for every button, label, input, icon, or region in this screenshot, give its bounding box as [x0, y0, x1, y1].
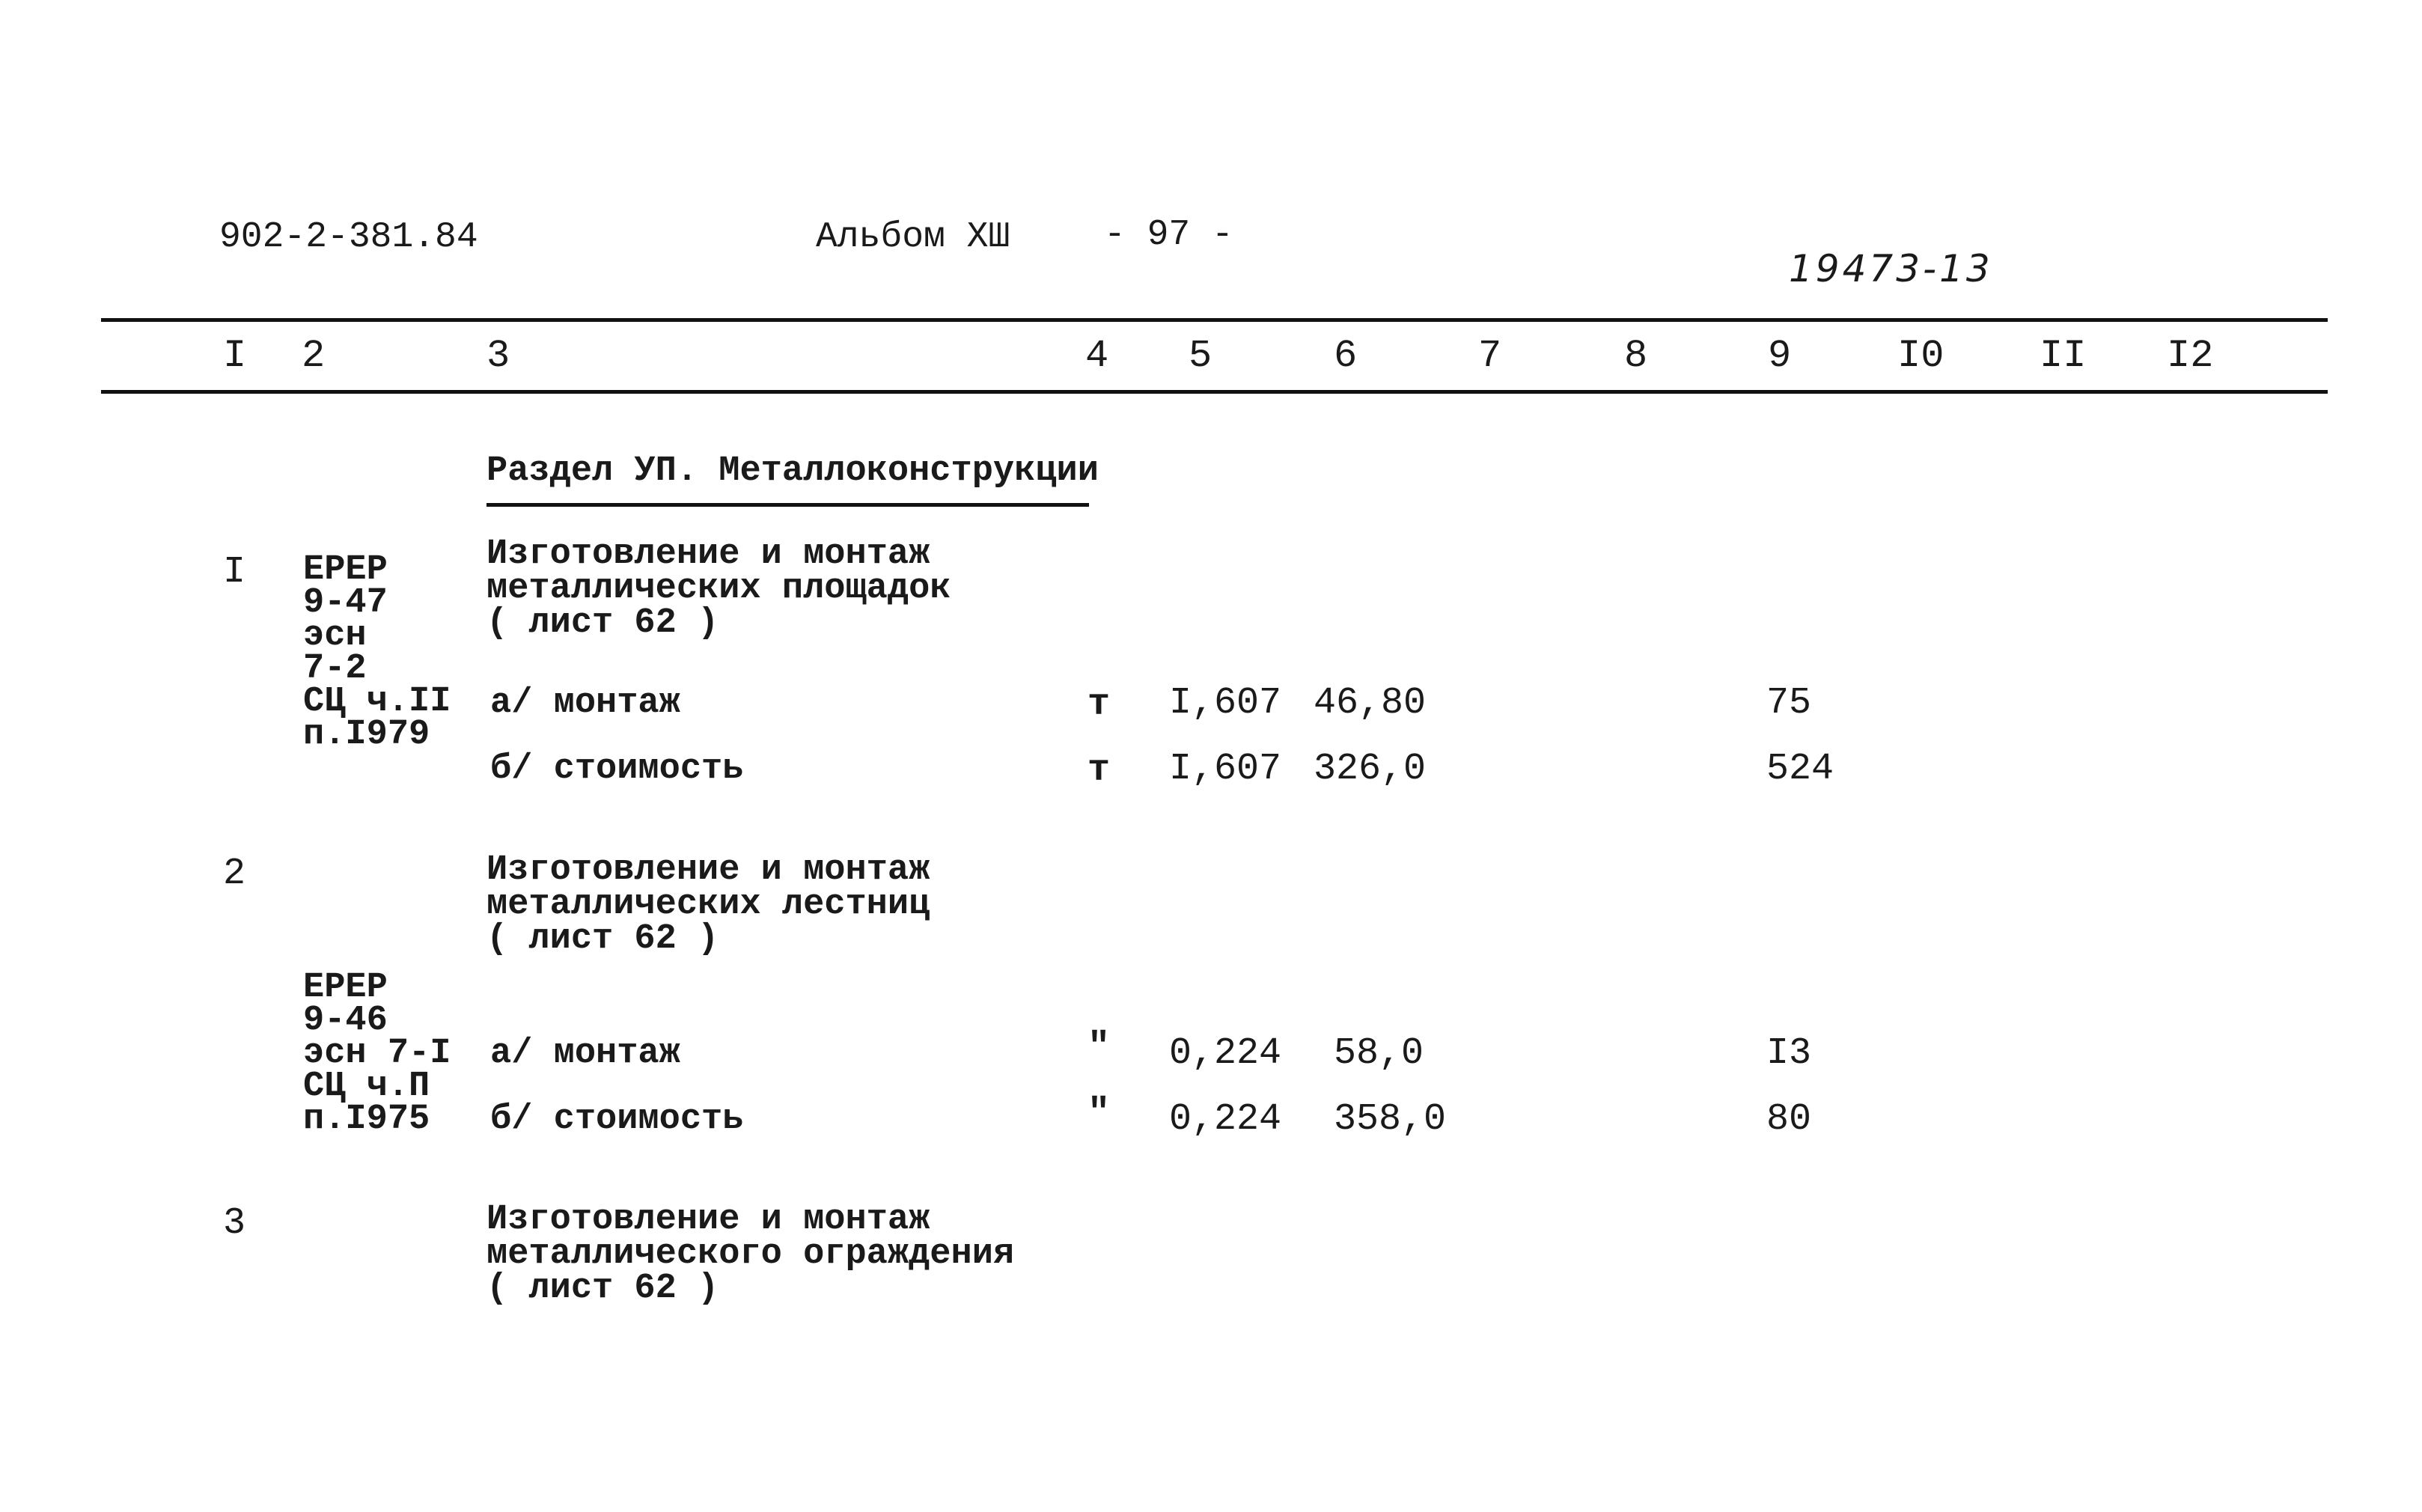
section-title-underline [486, 503, 1089, 507]
item-number: I [223, 551, 246, 594]
unit-price-value: 326,0 [1314, 748, 1427, 790]
column-number: I2 [2167, 334, 2214, 378]
total-value: I3 [1766, 1032, 1812, 1075]
item-title-line: металлических площадок [486, 569, 951, 609]
unit-price-value: 46,80 [1314, 682, 1427, 725]
unit-value: " [1088, 1092, 1111, 1135]
norm-reference-line: п.I975 [303, 1100, 430, 1139]
column-number: 6 [1334, 334, 1358, 378]
norm-reference-line: ЕРЕР [303, 968, 388, 1008]
column-number: II [2040, 334, 2087, 378]
total-value: 75 [1766, 682, 1812, 725]
column-number: 5 [1189, 334, 1212, 378]
item-title [486, 850, 930, 959]
norm-reference-line: 9-46 [303, 1001, 388, 1040]
item-title-line: Изготовление и монтаж [486, 850, 930, 890]
norm-reference-line: 7-2 [303, 649, 367, 689]
header-bottom-rule [101, 390, 2328, 394]
unit-price-value: 358,0 [1334, 1098, 1447, 1141]
unit-value: " [1088, 1026, 1111, 1069]
header-top-rule [101, 318, 2328, 322]
total-value: 524 [1766, 748, 1834, 790]
norm-reference-line: СЦ ч.П [303, 1067, 430, 1106]
norm-reference-line: ЕРЕР [303, 550, 388, 590]
quantity-value: 0,224 [1169, 1098, 1282, 1141]
unit-value: т [1088, 683, 1111, 726]
row-label: б/ стоимость [490, 1100, 744, 1139]
unit-value: т [1088, 749, 1111, 792]
quantity-value: I,607 [1169, 748, 1282, 790]
total-value: 80 [1766, 1098, 1812, 1141]
norm-reference [303, 968, 451, 1139]
item-title-line: ( лист 62 ) [486, 1269, 719, 1308]
quantity-value: I,607 [1169, 682, 1282, 725]
row-label: а/ монтаж [490, 1034, 680, 1073]
item-title [486, 534, 951, 643]
album-label: Альбом XШ [816, 217, 1010, 257]
item-title-line: ( лист 62 ) [486, 919, 719, 959]
row-label: б/ стоимость [490, 749, 744, 789]
column-number: 7 [1478, 334, 1502, 378]
page-number: - 97 - [1104, 215, 1233, 255]
unit-price-value: 58,0 [1334, 1032, 1424, 1075]
norm-reference-line: эсн [303, 616, 367, 656]
norm-reference-line: СЦ ч.II [303, 682, 451, 722]
column-number: 9 [1768, 334, 1792, 378]
column-number: 4 [1085, 334, 1109, 378]
item-number: 2 [223, 853, 246, 895]
handwritten-number: 19473-13 [1789, 247, 1993, 290]
section-title: Раздел УП. Металлоконструкции [486, 451, 1099, 491]
item-title-line: металлического ограждения [486, 1234, 1015, 1274]
norm-reference-line: п.I979 [303, 715, 430, 755]
item-title-line: ( лист 62 ) [486, 603, 719, 643]
row-label: а/ монтаж [490, 683, 680, 723]
item-title [486, 1200, 1015, 1308]
item-title-line: металлических лестниц [486, 885, 930, 924]
norm-reference-line: эсн 7-I [303, 1034, 451, 1073]
norm-reference [303, 550, 451, 755]
column-number: 3 [486, 334, 510, 378]
column-number: I [223, 334, 247, 378]
document-code: 902-2-381.84 [219, 217, 478, 257]
quantity-value: 0,224 [1169, 1032, 1282, 1075]
column-number: 8 [1624, 334, 1648, 378]
norm-reference-line: 9-47 [303, 583, 388, 623]
item-title-line: Изготовление и монтаж [486, 1200, 930, 1240]
item-title-line: Изготовление и монтаж [486, 534, 930, 574]
column-number: I0 [1897, 334, 1944, 378]
item-number: 3 [223, 1202, 246, 1245]
column-number: 2 [302, 334, 326, 378]
